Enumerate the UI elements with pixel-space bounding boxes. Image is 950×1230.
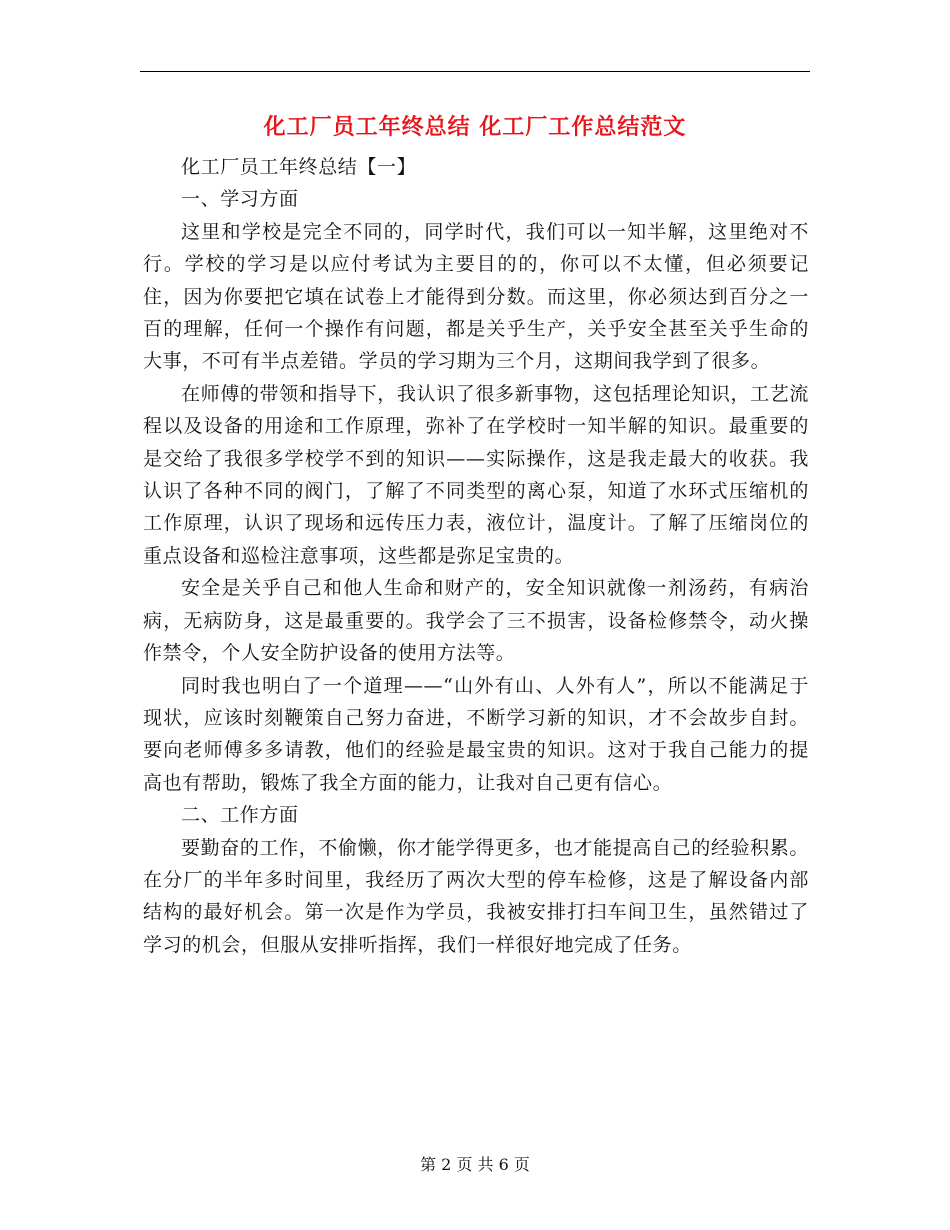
paragraph: 在师傅的带领和指导下，我认识了很多新事物，这包括理论知识，工艺流程以及设备的用途和工作原理，弥补了在学校时一知半解的知识。最重要的是交给了我很多学校学不到的知识——实际操作，这是我走最大的收获。我认识了各种不同的阀门，了解了不同类型的离心泵，知道了水环式压缩机的工作原理，认识了现场和远传压力表，液位计，温度计。了解了压缩岗位的重点设备和巡检注意事项，这些都是弥足宝贵的。 [143, 382, 809, 567]
subheading-work: 二、工作方面 [181, 804, 299, 827]
section-heading-part-one: 化工厂员工年终总结【一】 [181, 156, 417, 178]
paragraph: 同时我也明白了一个道理——“山外有山、人外有人”，所以不能满足于现状，应该时刻鞭策自己努力奋进，不断学习新的知识，才不会故步自封。要向老师傅多多请教，他们的经验是最宝贵的知识。这对于我自己能力的提高也有帮助，锻炼了我全方面的能力，让我对自己更有信心。 [143, 674, 809, 794]
page-number-footer: 第 2 页 共 6 页 [420, 1155, 530, 1174]
document-title: 化工厂员工年终总结 化工厂工作总结范文 [263, 114, 687, 140]
paragraph: 安全是关乎自己和他人生命和财产的，安全知识就像一剂汤药，有病治病，无病防身，这是最重要的。我学会了三不损害，设备检修禁令，动火操作禁令，个人安全防护设备的使用方法等。 [143, 577, 809, 665]
subheading-study: 一、学习方面 [181, 188, 299, 211]
header-rule [140, 71, 810, 72]
document-body [143, 151, 809, 961]
paragraph: 要勤奋的工作，不偷懒，你才能学得更多，也才能提高自己的经验积累。在分厂的半年多时间里，我经历了两次大型的停车检修，这是了解设备内部结构的最好机会。第一次是作为学员，我被安排打扫车间卫生，虽然错过了学习的机会，但服从安排听指挥，我们一样很好地完成了任务。 [143, 836, 809, 956]
paragraph: 这里和学校是完全不同的，同学时代，我们可以一知半解，这里绝对不行。学校的学习是以应付考试为主要目的的，你可以不太懂，但必须要记住，因为你要把它填在试卷上才能得到分数。而这里，你必须达到百分之一百的理解，任何一个操作有问题，都是关乎生产，关乎安全甚至关乎生命的大事，不可有半点差错。学员的学习期为三个月，这期间我学到了很多。 [143, 220, 809, 373]
